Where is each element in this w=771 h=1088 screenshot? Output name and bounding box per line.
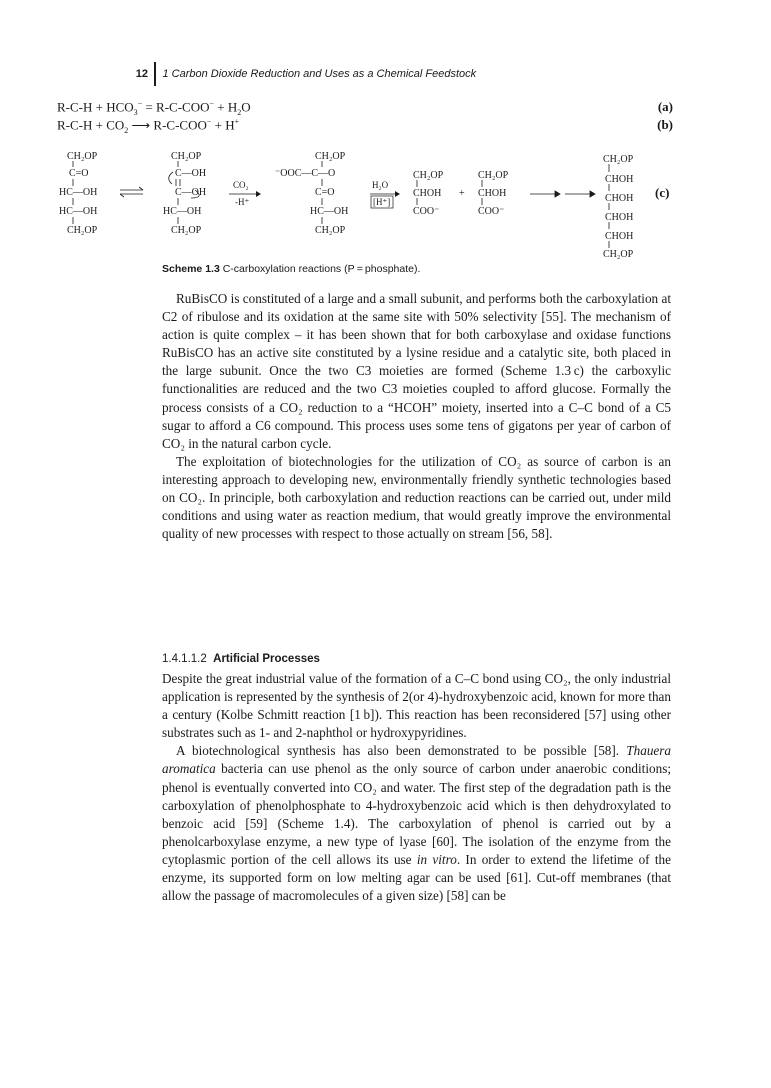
svg-text:C=O: C=O — [315, 187, 335, 198]
svg-text:CHOH: CHOH — [605, 193, 634, 204]
svg-text:CH₂OP: CH₂OP — [478, 170, 509, 181]
equation-a-tag: (a) — [657, 99, 673, 114]
section-heading — [162, 653, 320, 665]
paragraph-biotechnological-synthesis: A biotechnological synthesis has also been demonstrated to be possible [58]. Thauera aromatica bacteria can use phenol as the only source of carbon under anaerobic conditions; phenol is eventually converted into CO₂ and water. The first step of the degradation path is the carboxylation of phenolphosphate to 4-hydroxybenzoic acid which is then dehydroxylated to benzoic acid [59] (Scheme 1.4). The carboxylation of phenol is carried out by a phenolcarboxylase enzyme, a new type of lyase [60]. The isolation of the enzyme from the cytoplasmic portion of the cell allows its use in vitro. In order to extend the lifetime of the enzyme, its supported form on low melting agar can be used [61]. Cut-off membranes (that allow the passage of macromolecules of a given size) [58] can be — [162, 743, 671, 904]
svg-text:CH₂OP: CH₂OP — [413, 170, 444, 181]
paragraph-rubisco: RuBisCO is constituted of a large and a small subunit, and performs both the carboxylation at C2 of ribulose and its oxidation at the same site with 50% selectivity [55]. The mechanism of action is quite complex – it has been shown that for both carboxylase and oxidase functions RuBisCO has an active site constituted by a lysine residue and a catalytic site, both placed in the large subunit. Once the two C3 moieties are formed (Scheme 1.3 c) the carboxylic functionalities are reduced and the two C3 moieties coupled to afford glucose. Formally the process consists of a CO₂ reduction to a “HCOH” moiety, inserted into a C–C bond of a C5 sugar to afford a C6 compound. This process uses some tens of gigatons per year of carbon of CO₂ in the natural carbon cycle. — [162, 291, 671, 451]
svg-text:HC—OH: HC—OH — [163, 206, 202, 217]
scheme-1-3-diagram — [55, 148, 685, 260]
svg-text:COO⁻: COO⁻ — [478, 206, 505, 217]
running-title: 1 Carbon Dioxide Reduction and Uses as a Chemical Feedstock — [162, 68, 477, 80]
plus-sign: + — [459, 188, 465, 199]
body-text-lower — [162, 670, 671, 905]
enediol-structure — [163, 151, 206, 236]
reduction-arrows — [530, 191, 595, 197]
header-divider — [154, 62, 156, 86]
scheme-caption — [162, 263, 420, 275]
caption-text: C-carboxylation reactions (P = phosphate). — [219, 263, 421, 275]
section-number: 1.4.1.1.2 — [162, 653, 207, 665]
svg-text:CH₂OP: CH₂OP — [603, 249, 634, 260]
body-text-upper — [162, 290, 671, 543]
svg-text:H₂O: H₂O — [372, 180, 389, 190]
section-title: Artificial Processes — [213, 653, 320, 665]
keto-acid-intermediate-structure — [275, 151, 348, 236]
ribulose-bisphosphate-structure — [59, 151, 98, 236]
svg-text:CH₂OP: CH₂OP — [67, 151, 98, 162]
svg-text:C—OH: C—OH — [175, 168, 207, 179]
paragraph-biotechnologies: The exploitation of biotechnologies for the utilization of CO₂ as source of carbon is an interesting approach to developing new, environmentally friendly synthetic technologies based on CO₂. In principle, both carboxylation and reduction reactions can be carried out, under mild conditions and using water as reaction medium, that would greatly improve the environmental quality of new processes with respect to those actually on stream [56, 58]. — [162, 453, 671, 542]
svg-text:CH₂OP: CH₂OP — [315, 151, 346, 162]
hexose-bisphosphate-structure — [603, 154, 634, 260]
svg-text:⁻OOC—C—O: ⁻OOC—C—O — [275, 168, 336, 179]
svg-text:CHOH: CHOH — [413, 188, 442, 199]
svg-text:CHOH: CHOH — [605, 231, 634, 242]
svg-text:C—OH: C—OH — [175, 187, 207, 198]
svg-text:CHOH: CHOH — [605, 212, 634, 223]
svg-text:CO₂: CO₂ — [233, 180, 249, 190]
equation-a — [57, 99, 673, 117]
svg-text:CH₂OP: CH₂OP — [67, 225, 98, 236]
equation-c-tag: (c) — [655, 185, 670, 200]
svg-text:[H⁺]: [H⁺] — [373, 197, 391, 207]
equation-b — [57, 117, 673, 135]
svg-text:CHOH: CHOH — [605, 174, 634, 185]
svg-text:CH₂OP: CH₂OP — [171, 225, 202, 236]
phosphoglycerate-structure-2 — [478, 170, 509, 217]
page-number: 12 — [135, 68, 148, 80]
svg-text:CHOH: CHOH — [478, 188, 507, 199]
svg-text:HC—OH: HC—OH — [59, 206, 98, 217]
equilibrium-arrow — [120, 187, 143, 197]
svg-text:CH₂OP: CH₂OP — [603, 154, 634, 165]
svg-text:-H⁺: -H⁺ — [235, 197, 250, 207]
svg-text:CH₂OP: CH₂OP — [171, 151, 202, 162]
equation-b-tag: (b) — [657, 117, 673, 132]
equation-b-body: $R-C-H + CO_2$ ⟶ R-C-COO− + H+ — [57, 117, 240, 135]
running-header — [120, 62, 476, 86]
carboxylation-arrow — [229, 180, 261, 207]
paragraph-industrial: Despite the great industrial value of the formation of a C–C bond using CO₂, the only industrial application is represented by the synthesis of 2(or 4)-hydroxybenzoic acid, known for more than a century (Kolbe Schmitt reaction [1 b]). This reaction has been reconsidered [57] using other substrates such as 1- and 2-naphthol or hydroxypyridines. — [162, 671, 671, 741]
svg-text:HC—OH: HC—OH — [310, 206, 349, 217]
species-name: Thauera aromatica — [162, 743, 671, 777]
svg-text:C=O: C=O — [69, 168, 89, 179]
svg-text:CH₂OP: CH₂OP — [315, 225, 346, 236]
equation-a-body: $R-C-H + HCO_3^- = R-C-COO^- + H_2O$ — [57, 99, 251, 117]
svg-text:COO⁻: COO⁻ — [413, 206, 440, 217]
caption-label: Scheme 1.3 — [162, 263, 220, 275]
svg-text:HC—OH: HC—OH — [59, 187, 98, 198]
phosphoglycerate-structure-1 — [413, 170, 444, 217]
hydrolysis-arrow — [370, 180, 400, 208]
